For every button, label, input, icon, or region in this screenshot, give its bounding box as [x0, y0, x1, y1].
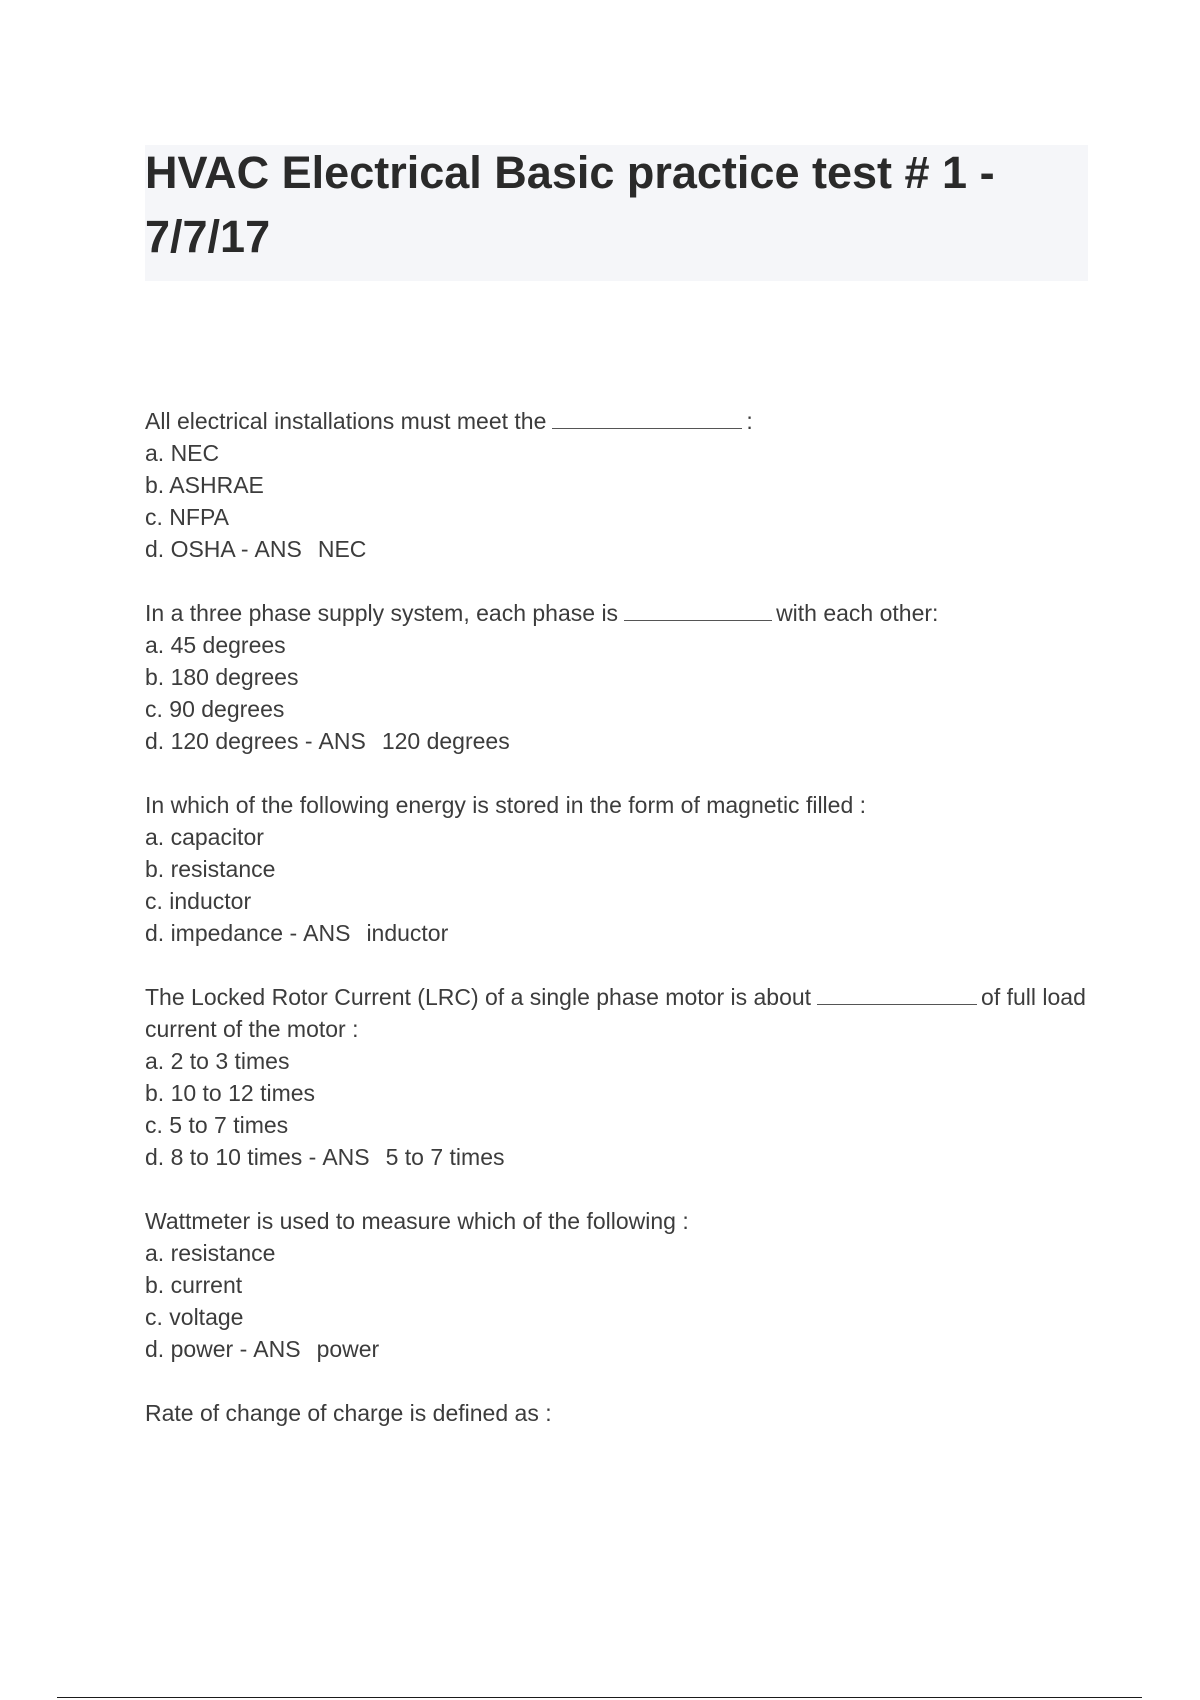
question-prompt: In which of the following energy is stored in the form of magnetic filled : — [145, 792, 867, 818]
option-b: b. ASHRAE — [145, 472, 264, 498]
option-d: d. 120 degrees - — [145, 728, 313, 754]
option-d-with-answer — [145, 725, 1090, 757]
answer-value: 5 to 7 times — [385, 1144, 505, 1170]
option-b: b. current — [145, 1272, 243, 1298]
option-b: b. 10 to 12 times — [145, 1080, 316, 1106]
answer-blank — [624, 602, 772, 621]
option-a: a. NEC — [145, 440, 220, 466]
option-d-with-answer — [145, 1333, 1090, 1365]
answer-blank — [552, 410, 742, 429]
option-d-with-answer — [145, 1141, 1090, 1173]
answer-label: ANS — [253, 1336, 301, 1362]
question-6 — [145, 1397, 1090, 1429]
option-b: b. 180 degrees — [145, 664, 299, 690]
question-1 — [145, 405, 1090, 565]
answer-value: inductor — [366, 920, 449, 946]
question-prompt: Wattmeter is used to measure which of the following : — [145, 1208, 689, 1234]
question-prompt — [145, 597, 1090, 629]
question-2 — [145, 597, 1090, 757]
option-a: a. capacitor — [145, 824, 264, 850]
answer-label: ANS — [318, 728, 366, 754]
question-5 — [145, 1205, 1090, 1365]
prompt-text-after: of full load current of the motor : — [145, 984, 1093, 1042]
option-d: d. impedance - — [145, 920, 298, 946]
option-d: d. power - — [145, 1336, 248, 1362]
option-d: d. 8 to 10 times - — [145, 1144, 317, 1170]
prompt-text: All electrical installations must meet the — [145, 408, 547, 434]
option-a: a. 45 degrees — [145, 632, 286, 658]
prompt-text-after: with each other: — [776, 600, 939, 626]
prompt-text: In a three phase supply system, each phase is — [145, 600, 619, 626]
question-list — [145, 405, 1093, 1461]
option-c: c. NFPA — [145, 504, 229, 530]
option-c: c. 90 degrees — [145, 696, 285, 722]
option-c: c. 5 to 7 times — [145, 1112, 289, 1138]
answer-label: ANS — [322, 1144, 370, 1170]
document-title: HVAC Electrical Basic practice test # 1 - 7/7/17 — [145, 147, 995, 262]
question-prompt: Rate of change of charge is defined as : — [145, 1400, 552, 1426]
option-c: c. inductor — [145, 888, 252, 914]
answer-value: power — [316, 1336, 380, 1362]
answer-blank — [817, 986, 977, 1005]
answer-value: NEC — [317, 536, 367, 562]
question-prompt — [145, 981, 1093, 1045]
option-d-with-answer — [145, 533, 1090, 565]
answer-label: ANS — [254, 536, 302, 562]
footer-divider — [57, 1697, 1142, 1698]
option-b: b. resistance — [145, 856, 276, 882]
question-prompt — [145, 405, 1090, 437]
answer-label: ANS — [303, 920, 351, 946]
option-d-with-answer — [145, 917, 1090, 949]
answer-value: 120 degrees — [381, 728, 510, 754]
prompt-text-after: : — [746, 408, 753, 434]
question-3 — [145, 789, 1090, 949]
question-4 — [145, 981, 1093, 1173]
option-c: c. voltage — [145, 1304, 244, 1330]
prompt-text: The Locked Rotor Current (LRC) of a single phase motor is about — [145, 984, 812, 1010]
option-a: a. resistance — [145, 1240, 276, 1266]
option-d: d. OSHA - — [145, 536, 249, 562]
option-a: a. 2 to 3 times — [145, 1048, 290, 1074]
